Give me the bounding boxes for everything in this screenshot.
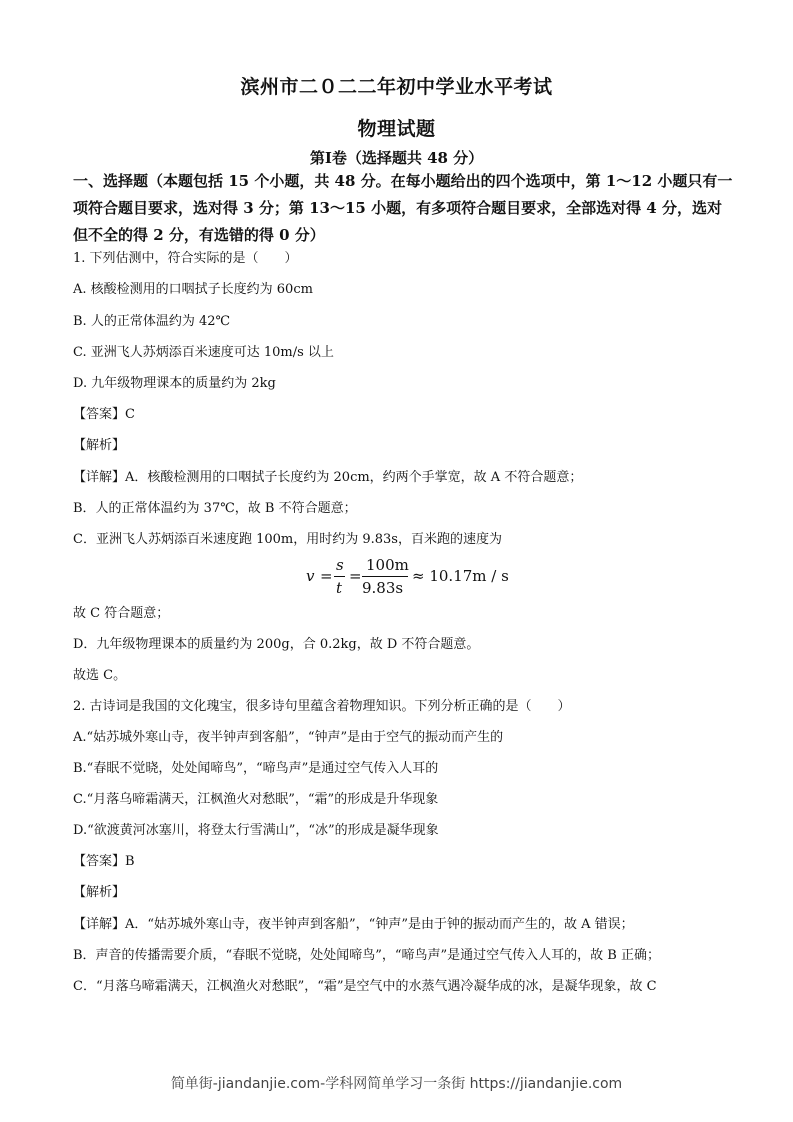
q1-option-d: D. 九年级物理课本的质量约为 2kg [73,376,276,391]
q2-analysis-label: 【解析】 [73,885,126,900]
q2-option-a: A.“姑苏城外寒山寺，夜半钟声到客船”，“钟声”是由于空气的振动而产生的 [73,730,504,745]
q1-analysis-label: 【解析】 [73,438,126,453]
q1-detail-c: C．亚洲飞人苏炳添百米速度跑 100m，用时约为 9.83s，百米跑的速度为 [73,532,502,547]
q2-option-c: C.“月落乌啼霜满天，江枫渔火对愁眠”，“霜”的形成是升华现象 [73,792,439,807]
formula-numerator: 100m [366,556,409,574]
q1-detail-d: D．九年级物理课本的质量约为 200g，合 0.2kg，故 D 不符合题意。 [73,637,480,652]
page-title: 滨州市二０二二年初中学业水平考试 [240,76,553,98]
page-subtitle: 物理试题 [357,118,436,140]
q1-detail-b: B．人的正常体温约为 37℃，故 B 不符合题意； [73,501,357,516]
page-footer: 简单街-jiandanjie.com-学科网简单学习一条街 https://jiandanjie.com [170,1076,623,1092]
q1-final-choice: 故选 C。 [73,668,127,683]
q2-option-d: D.“欲渡黄河冰塞川，将登太行雪满山”，“冰”的形成是凝华现象 [73,823,439,838]
q2-option-b: B.“春眠不觉晓，处处闻啼鸟”，“啼鸟声”是通过空气传入人耳的 [73,761,439,776]
formula-equals-1: = [320,567,333,585]
formula-s: s [336,556,344,574]
fraction-bar-st [334,576,345,577]
formula-v: v [306,567,315,585]
formula-result: ≈ 10.17m / s [412,567,509,585]
q2-detail-a: 【详解】A．“姑苏城外寒山寺，夜半钟声到客船”，“钟声”是由于钟的振动而产生的，故 A 错误； [73,917,634,932]
q1-detail-c-conclusion: 故 C 符合题意； [73,606,170,621]
formula-denominator: 9.83s [362,579,404,597]
q1-option-c: C. 亚洲飞人苏炳添百米速度可达 10m/s 以上 [73,345,334,360]
formula-equals-2: = [349,567,362,585]
q2-detail-c: C．“月落乌啼霜满天，江枫渔火对愁眠”，“霜”是空气中的水蒸气遇冷凝华成的冰，是凝华现象，故 C [73,979,657,994]
q1-stem: 1. 下列估测中，符合实际的是（ ） [73,251,298,266]
q2-detail-b: B．声音的传播需要介质，“春眠不觉晓，处处闻啼鸟”，“啼鸟声”是通过空气传入人耳的，故 B 正确； [73,948,660,963]
q1-detail-a: 【详解】A．核酸检测用的口咽拭子长度约为 20cm，约两个手掌宽，故 A 不符合题意； [73,470,583,485]
section-heading: 第Ⅰ卷（选择题共 48 分） [309,149,484,167]
q2-answer: 【答案】B [73,854,135,869]
formula-t: t [336,579,343,597]
q1-option-a: A. 核酸检测用的口咽拭子长度约为 60cm [73,282,313,297]
q2-stem: 2. 古诗词是我国的文化瑰宝，很多诗句里蕴含着物理知识。下列分析正确的是（ ） [73,699,571,714]
section-instructions: 一、选择题（本题包括 15 个小题，共 48 分。在每小题给出的四个选项中，第 1～12 小题只有一项符合题目要求，选对得 3 分；第 13～15 小题，有多项符合题目要求，全部选对得 4 分，选对但不全的得 2 分，有选错的得 0 分） [73,172,733,244]
q1-option-b: B. 人的正常体温约为 42℃ [73,314,231,329]
q1-answer: 【答案】C [73,407,135,422]
fraction-bar-value [362,576,408,577]
